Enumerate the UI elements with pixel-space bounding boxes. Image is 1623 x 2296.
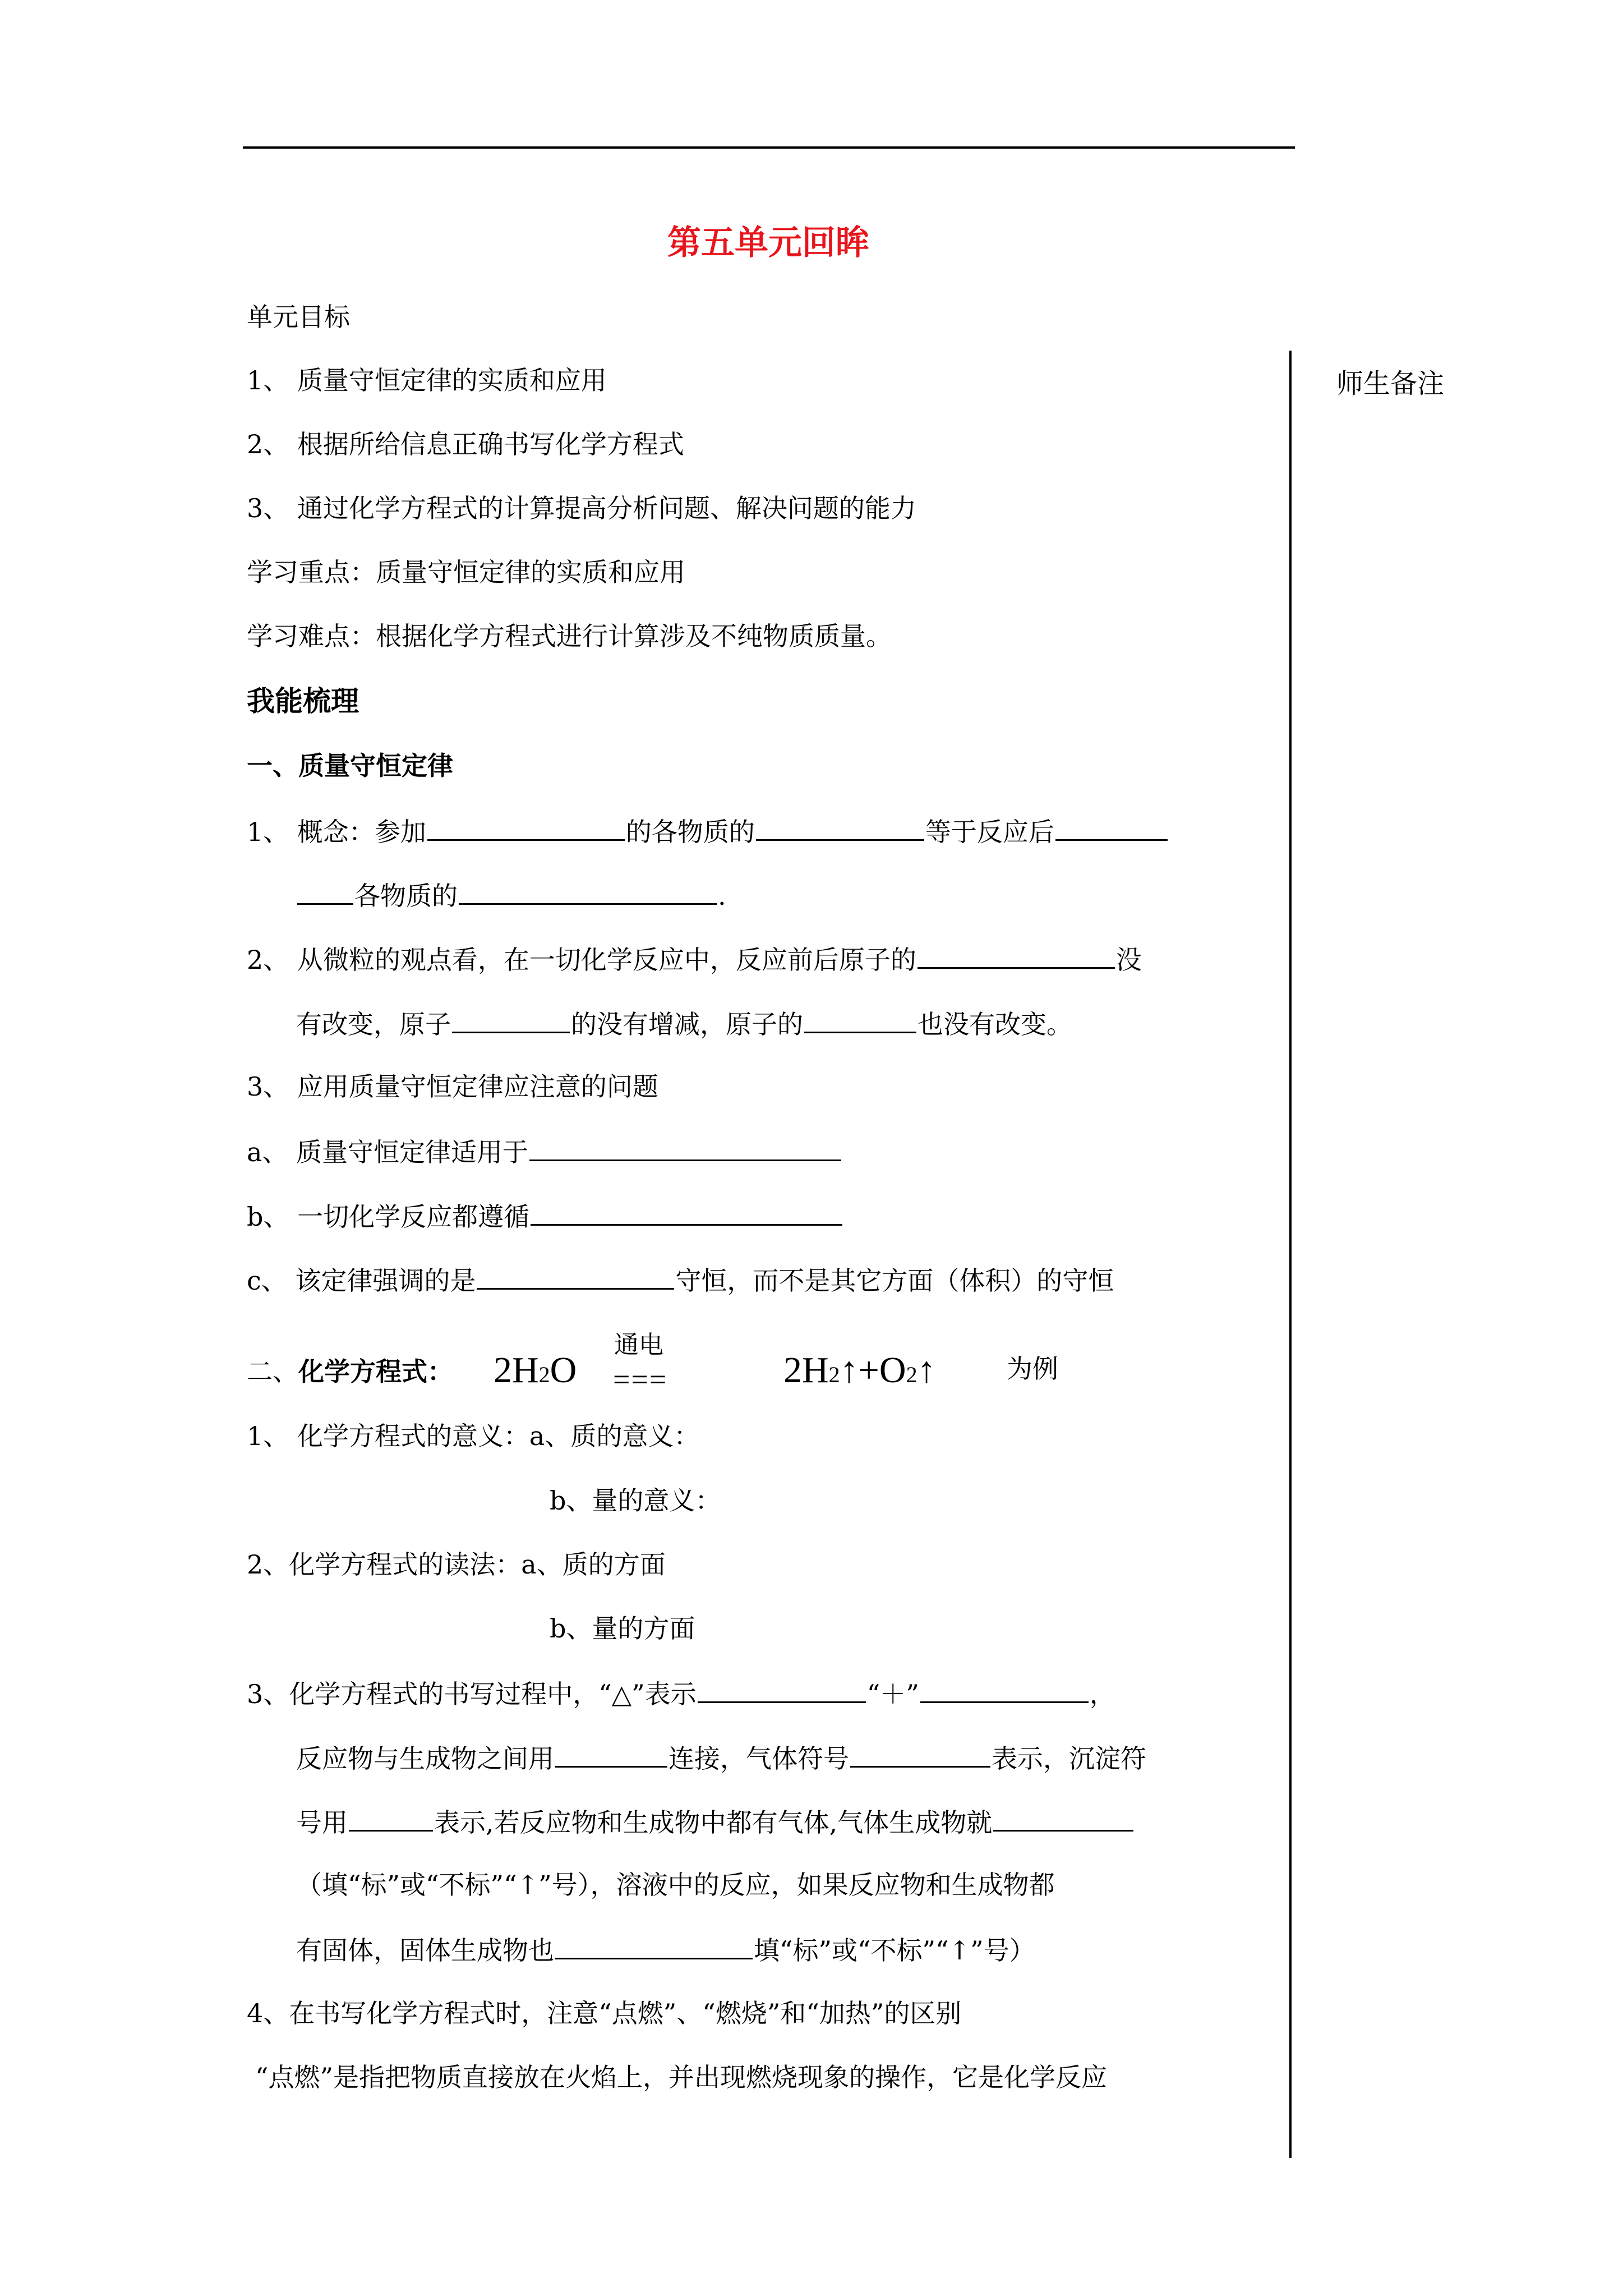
- margin-note-label: 师生备注: [1336, 368, 1445, 399]
- concept-text-e: .: [718, 881, 726, 911]
- fill-blank[interactable]: [297, 877, 353, 905]
- micro-view-line-2: [296, 1006, 1072, 1041]
- section-two-prefix: 二、: [247, 1356, 298, 1387]
- micro-text-e: 也没有改变。: [917, 1009, 1072, 1039]
- fill-blank[interactable]: [804, 1006, 916, 1033]
- concept-text-a: 1、 概念：参加: [247, 817, 426, 847]
- concept-line-2: [296, 877, 726, 913]
- equation-right: [783, 1349, 936, 1392]
- note-c: [247, 1262, 1114, 1297]
- eq-right-h: 2H: [783, 1350, 829, 1391]
- reading-line-1: 2、化学方程式的读法：a、质的方面: [247, 1549, 666, 1580]
- fill-blank[interactable]: [349, 1804, 433, 1832]
- concept-text-d: 各物质的: [354, 881, 458, 911]
- writing-text-c: ，: [1089, 1679, 1115, 1709]
- page-title: 第五单元回眸: [667, 223, 869, 263]
- fill-blank[interactable]: [555, 1932, 753, 1959]
- fill-blank[interactable]: [1055, 813, 1168, 841]
- concept-text-c: 等于反应后: [925, 817, 1054, 847]
- writing-line-5: [296, 1932, 1035, 1967]
- reading-line-2: b、量的方面: [550, 1613, 695, 1644]
- fill-blank[interactable]: [920, 1676, 1089, 1703]
- margin-divider: [1289, 351, 1292, 2158]
- writing-text-e: 连接，气体符号: [668, 1743, 849, 1774]
- fill-blank[interactable]: [452, 1006, 570, 1033]
- eq-right-o-sub: 2: [906, 1362, 917, 1387]
- section-heading-equation: [247, 1355, 453, 1388]
- note-b: [247, 1198, 843, 1234]
- fill-blank[interactable]: [917, 941, 1115, 969]
- writing-line-2: [296, 1740, 1146, 1775]
- key-point: 学习重点：质量守恒定律的实质和应用: [247, 557, 685, 587]
- micro-view-line-1: [247, 941, 1142, 977]
- eq-right-mid: ↑+O: [840, 1350, 906, 1391]
- note-a: [247, 1134, 842, 1169]
- concept-text-b: 的各物质的: [625, 817, 755, 847]
- note-c-text-b: 守恒，而不是其它方面（体积）的守恒: [675, 1266, 1114, 1296]
- equation-tail: 为例: [1007, 1354, 1058, 1384]
- writing-text-f: 表示，沉淀符: [992, 1743, 1146, 1774]
- ignite-explanation: “点燃”是指把物质直接放在火焰上，并出现燃烧现象的操作，它是化学反应: [255, 2062, 1108, 2092]
- micro-text-a: 2、 从微粒的观点看，在一切化学反应中，反应前后原子的: [247, 945, 916, 975]
- goal-3: 3、 通过化学方程式的计算提高分析问题、解决问题的能力: [247, 493, 916, 523]
- fill-blank[interactable]: [756, 813, 924, 841]
- note-c-text-a: c、 该定律强调的是: [247, 1266, 476, 1296]
- fill-blank[interactable]: [555, 1740, 667, 1768]
- note-a-text: a、 质量守恒定律适用于: [247, 1137, 529, 1167]
- fill-blank[interactable]: [459, 877, 717, 905]
- fill-blank[interactable]: [477, 1262, 674, 1290]
- meaning-line-1: 1、 化学方程式的意义：a、质的意义：: [247, 1421, 700, 1451]
- writing-line-1: [247, 1676, 1115, 1711]
- fill-blank[interactable]: [531, 1198, 842, 1226]
- goal-2: 2、 根据所给信息正确书写化学方程式: [247, 429, 684, 459]
- fill-blank[interactable]: [427, 813, 625, 841]
- section-heading-conservation: 一、质量守恒定律: [247, 751, 453, 781]
- fill-blank[interactable]: [850, 1740, 990, 1768]
- writing-line-4: （填“标”或“不标”“↑”号），溶液中的反应，如果反应物和生成物都: [296, 1870, 1055, 1900]
- micro-text-c: 有改变，原子: [296, 1009, 451, 1039]
- difficult-point: 学习难点：根据化学方程式进行计算涉及不纯物质质量。: [247, 621, 892, 651]
- section-heading-review: 我能梳理: [247, 685, 359, 717]
- section-two-label: 化学方程式：: [298, 1356, 453, 1387]
- equation-condition: 通电: [614, 1331, 663, 1359]
- equation-sign: ===: [613, 1363, 668, 1396]
- writing-note-heading: 4、在书写化学方程式时，注意“点燃”、“燃烧”和“加热”的区别: [247, 1998, 962, 2028]
- micro-text-d: 的没有增减，原子的: [571, 1009, 803, 1039]
- writing-text-a: 3、化学方程式的书写过程中，“△”表示: [247, 1679, 697, 1709]
- note-b-text: b、 一切化学反应都遵循: [247, 1202, 530, 1232]
- eq-left-o: O: [550, 1350, 577, 1391]
- writing-text-d: 反应物与生成物之间用: [296, 1743, 554, 1774]
- writing-text-b: “＋”: [866, 1679, 919, 1709]
- header-rule: [243, 146, 1295, 149]
- writing-text-j: 有固体，固体生成物也: [296, 1935, 554, 1966]
- notes-heading: 3、 应用质量守恒定律应注意的问题: [247, 1071, 658, 1102]
- equation-left: [494, 1349, 577, 1392]
- eq-right-h-sub: 2: [828, 1362, 840, 1387]
- fill-blank[interactable]: [993, 1804, 1133, 1832]
- concept-line-1: [247, 813, 1169, 849]
- meaning-line-2: b、量的意义：: [550, 1485, 721, 1516]
- fill-blank[interactable]: [529, 1134, 841, 1161]
- writing-line-3: [296, 1804, 1135, 1839]
- writing-text-k: 填“标”或“不标”“↑”号）: [754, 1935, 1035, 1966]
- eq-right-end: ↑: [917, 1350, 936, 1391]
- writing-text-g: 号用: [296, 1807, 348, 1838]
- eq-left-sub: 2: [538, 1362, 550, 1387]
- goal-1: 1、 质量守恒定律的实质和应用: [247, 365, 607, 395]
- unit-goals-label: 单元目标: [247, 302, 350, 332]
- micro-text-b: 没: [1115, 945, 1142, 975]
- eq-left-h: 2H: [494, 1350, 539, 1391]
- fill-blank[interactable]: [698, 1676, 866, 1703]
- writing-text-h: 表示,若反应物和生成物中都有气体,气体生成物就: [434, 1807, 993, 1838]
